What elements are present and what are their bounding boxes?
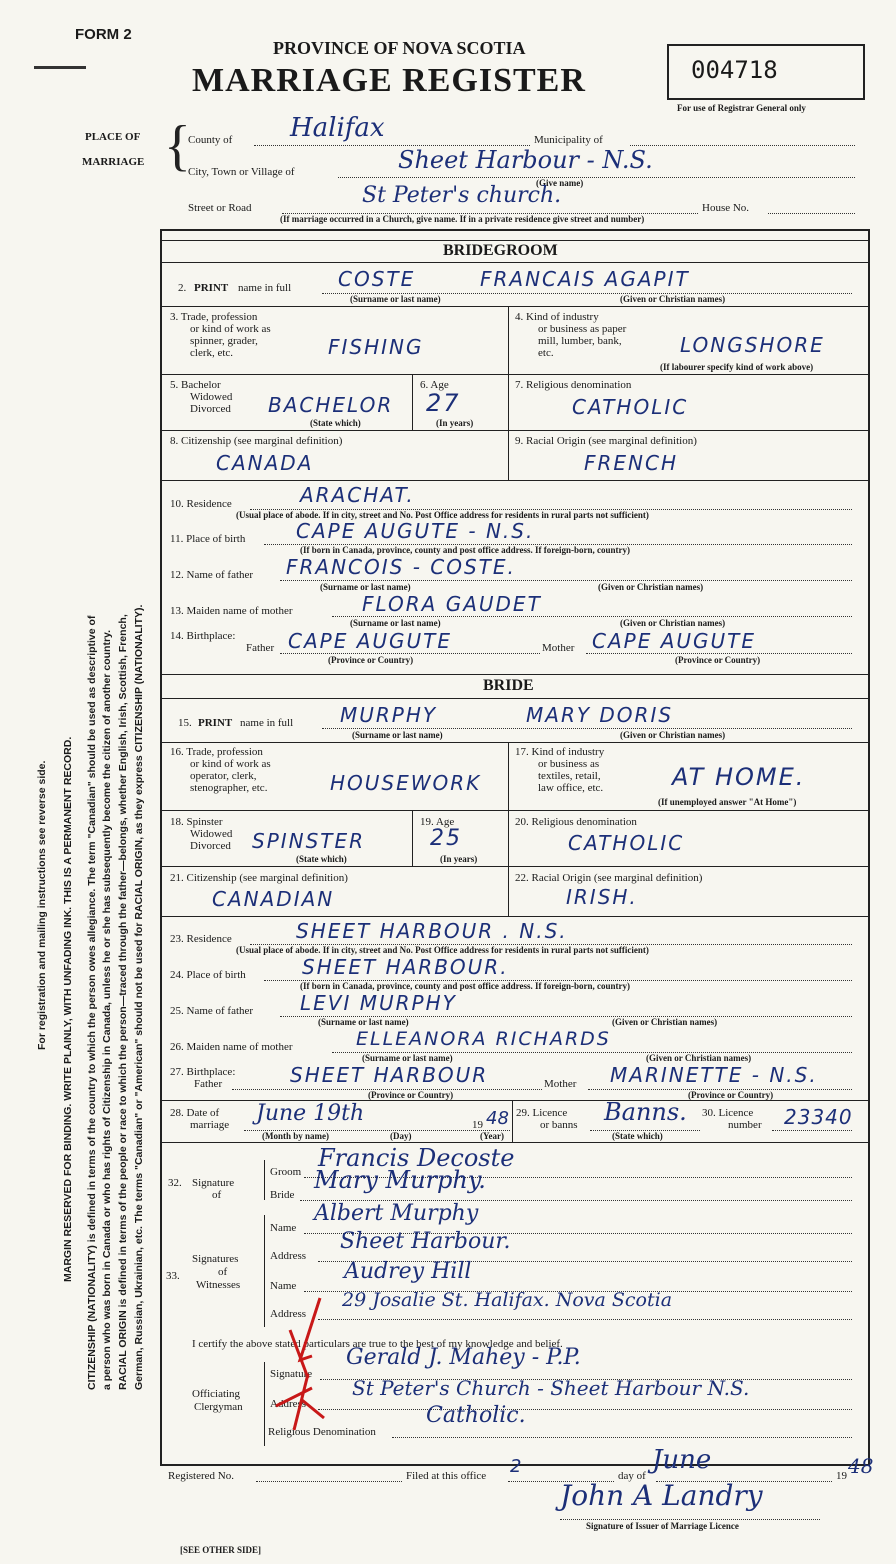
- bride-f27-mother: Mother: [544, 1078, 577, 1090]
- bride-f15-print: PRINT: [198, 717, 233, 729]
- groom-father-surname-cap: (Surname or last name): [320, 582, 411, 592]
- groom-residence: ARACHAT.: [300, 483, 415, 507]
- filed-month: June: [652, 1445, 712, 1475]
- groom-mother-surname-cap: (Surname or last name): [350, 618, 441, 628]
- bride-f24-label: 24. Place of birth: [170, 969, 246, 981]
- day-of-label: day of: [618, 1470, 646, 1482]
- street-value: St Peter's church.: [362, 183, 562, 208]
- groom-f14-l1: 14. Birthplace:: [170, 630, 236, 642]
- bride-mother: ELLEANORA RICHARDS: [356, 1028, 611, 1050]
- groom-surname: COSTE: [338, 267, 416, 291]
- clergy-address: St Peter's Church - Sheet Harbour N.S.: [352, 1376, 750, 1400]
- bride-state-caption: (State which): [296, 854, 347, 864]
- groom-f5-l3: Divorced: [190, 403, 231, 415]
- groom-f14-father: Father: [246, 642, 275, 654]
- groom-state-caption: (State which): [310, 418, 361, 428]
- licence-number: 23340: [784, 1105, 853, 1129]
- f28-label-2: marriage: [190, 1119, 230, 1131]
- filed-year-prefix: 19: [836, 1470, 847, 1482]
- witness1-address-label: Address: [270, 1250, 307, 1262]
- licence-state-caption: (State which): [612, 1131, 663, 1141]
- groom-years-caption: (In years): [436, 418, 474, 428]
- groom-f10-label: 10. Residence: [170, 498, 232, 510]
- bride-given-caption: (Given or Christian names): [620, 730, 726, 740]
- bride-f25-label: 25. Name of father: [170, 1005, 254, 1017]
- witness2-address-label: Address: [270, 1308, 307, 1320]
- bride-sig-label: Bride: [270, 1189, 295, 1201]
- bride-father: LEVI MURPHY: [300, 991, 457, 1015]
- f33-label-1: Signatures: [192, 1253, 239, 1265]
- f33-label-2: of: [218, 1266, 228, 1278]
- street-label: Street or Road: [188, 202, 252, 214]
- groom-f5-l1: 5. Bachelor: [170, 379, 221, 391]
- place-label-2: MARRIAGE: [82, 156, 145, 168]
- red-mark-upper: [290, 1298, 320, 1378]
- bride-f17-l2: or business as: [538, 758, 600, 770]
- house-label: House No.: [702, 202, 750, 214]
- marriage-year-prefix: 19: [472, 1119, 483, 1131]
- clergy-signature: Gerald J. Mahey - P.P.: [346, 1345, 581, 1370]
- f28-label-1: 28. Date of: [170, 1107, 220, 1119]
- clergy-sig-label: Signature: [270, 1368, 313, 1380]
- county-value: Halifax: [290, 113, 385, 143]
- bride-surname-caption: (Surname or last name): [352, 730, 443, 740]
- side-note-1: For registration and mailing instructions see reverse side.: [36, 760, 48, 1050]
- bride-f18-l2: Widowed: [190, 828, 233, 840]
- groom-f2-num: 2.: [178, 282, 187, 294]
- city-label: City, Town or Village of: [188, 166, 295, 178]
- filed-year: 48: [848, 1454, 874, 1478]
- page-title: MARRIAGE REGISTER: [192, 62, 586, 99]
- see-other-side: [SEE OTHER SIDE]: [180, 1545, 262, 1555]
- groom-father: FRANCOIS - COSTE.: [286, 555, 516, 579]
- groom-f4-l1: 4. Kind of industry: [515, 311, 599, 323]
- clergy-address-label: Address: [270, 1398, 307, 1410]
- bride-industry: AT HOME.: [672, 763, 806, 791]
- bride-f18-l3: Divorced: [190, 840, 231, 852]
- groom-f4-note: (If labourer specify kind of work above): [660, 362, 814, 372]
- groom-father-birthplace: CAPE AUGUTE: [288, 629, 453, 653]
- bride-f15-label: name in full: [240, 717, 294, 729]
- f29-label-1: 29. Licence: [516, 1107, 568, 1119]
- filed-day: 2: [510, 1456, 524, 1477]
- groom-status: BACHELOR: [268, 393, 394, 417]
- bride-racial-origin: IRISH.: [566, 885, 638, 909]
- county-label: County of: [188, 134, 233, 146]
- bride-age: 25: [430, 826, 462, 851]
- marriage-year: 48: [486, 1108, 509, 1129]
- street-note: (If marriage occurred in a Church, give name. If in a private residence give street and number): [280, 214, 645, 224]
- f32-label-1: Signature: [192, 1177, 235, 1189]
- bride-trade: HOUSEWORK: [330, 771, 482, 795]
- groom-f11-label: 11. Place of birth: [170, 533, 246, 545]
- red-mark-lower: [276, 1374, 324, 1430]
- bride-mother-surname-cap: (Surname or last name): [362, 1053, 453, 1063]
- registration-box: [667, 44, 865, 100]
- groom-father-bp-cap: (Province or Country): [328, 655, 414, 665]
- witness1-name: Albert Murphy: [314, 1201, 479, 1226]
- place-label-1: PLACE OF: [85, 131, 141, 143]
- groom-f13-label: 13. Maiden name of mother: [170, 605, 293, 617]
- registrar-note: For use of Registrar General only: [677, 103, 806, 113]
- issuer-caption: Signature of Issuer of Marriage Licence: [586, 1521, 739, 1531]
- groom-f3-l4: clerk, etc.: [190, 347, 234, 359]
- bride-residence: SHEET HARBOUR . N.S.: [296, 919, 568, 943]
- bride-f27-father: Father: [194, 1078, 223, 1090]
- bride-mother-given-cap: (Given or Christian names): [646, 1053, 752, 1063]
- bride-f22-label: 22. Racial Origin (see marginal definition): [515, 872, 703, 884]
- give-name-caption: (Give name): [536, 178, 584, 188]
- bride-birthplace: SHEET HARBOUR.: [302, 955, 509, 979]
- witness2-name-label: Name: [270, 1280, 297, 1292]
- registration-number: 004718: [691, 56, 778, 84]
- groom-f3-l2: or kind of work as: [190, 323, 271, 335]
- bride-surname: MURPHY: [340, 703, 438, 727]
- groom-f7-label: 7. Religious denomination: [515, 379, 632, 391]
- side-note-3: CITIZENSHIP (NATIONALITY) is defined in terms of the country to which the person owes allegiance. The term "Canadian" should be used as descriptive of: [86, 615, 98, 1390]
- bride-signature: Mary Murphy.: [314, 1166, 486, 1194]
- groom-f4-l3: mill, lumber, bank,: [538, 335, 622, 347]
- bride-heading: BRIDE: [483, 677, 534, 694]
- groom-industry: LONGSHORE: [680, 333, 825, 357]
- groom-f4-l2: or business as paper: [538, 323, 627, 335]
- f30-label-1: 30. Licence: [702, 1107, 754, 1119]
- groom-f9-label: 9. Racial Origin (see marginal definition): [515, 435, 697, 447]
- red-check-mark: [272, 1290, 332, 1440]
- bride-f16-l2: or kind of work as: [190, 758, 271, 770]
- f33-label-3: Witnesses: [196, 1279, 241, 1291]
- bride-given-names: MARY DORIS: [526, 703, 674, 727]
- bride-birth-note: (If born in Canada, province, county and post office address. If foreign-born, country): [300, 981, 631, 991]
- witness2-address: 29 Josalie St. Halifax. Nova Scotia: [342, 1289, 673, 1311]
- groom-father-given-cap: (Given or Christian names): [598, 582, 704, 592]
- city-value: Sheet Harbour - N.S.: [398, 146, 653, 174]
- bride-mother-birthplace: MARINETTE - N.S.: [610, 1063, 818, 1087]
- bridegroom-heading: BRIDEGROOM: [443, 242, 558, 259]
- binding-mark: [34, 66, 86, 69]
- side-note-4: a person who was born in Canada or who has rights of Citizenship in Canada, unless he or she has subsequently become the citizen of another country.: [101, 629, 113, 1390]
- month-caption: (Month by name): [262, 1131, 329, 1141]
- groom-f2-label: name in full: [238, 282, 292, 294]
- groom-signature: Francis Decoste: [318, 1144, 515, 1172]
- bride-f21-label: 21. Citizenship (see marginal definition): [170, 872, 348, 884]
- groom-mother-bp-cap: (Province or Country): [675, 655, 761, 665]
- groom-f3-l3: spinner, grader,: [190, 335, 258, 347]
- bride-f17-l3: textiles, retail,: [538, 770, 601, 782]
- bride-f17-note: (If unemployed answer "At Home"): [658, 797, 797, 807]
- groom-sig-label: Groom: [270, 1166, 302, 1178]
- registered-no-label: Registered No.: [168, 1470, 234, 1482]
- f32-label-2: of: [212, 1189, 222, 1201]
- groom-residence-note: (Usual place of abode. If in city, street and No. Post Office address for residents in rural parts not sufficient): [236, 510, 649, 520]
- bride-f20-label: 20. Religious denomination: [515, 816, 637, 828]
- groom-given-caption: (Given or Christian names): [620, 294, 726, 304]
- form-number: FORM 2: [75, 26, 132, 43]
- denomination-label: Religious Denomination: [268, 1426, 376, 1438]
- groom-age: 27: [426, 389, 461, 417]
- bride-father-surname-cap: (Surname or last name): [318, 1017, 409, 1027]
- groom-given-names: FRANCAIS AGAPIT: [480, 267, 690, 291]
- bride-years-caption: (In years): [440, 854, 478, 864]
- groom-f5-l2: Widowed: [190, 391, 233, 403]
- marriage-date: June 19th: [256, 1101, 365, 1126]
- licence-or-banns: Banns.: [604, 1098, 687, 1126]
- bride-f23-label: 23. Residence: [170, 933, 232, 945]
- groom-mother-given-cap: (Given or Christian names): [620, 618, 726, 628]
- witness2-name: Audrey Hill: [344, 1259, 472, 1284]
- bride-religion: CATHOLIC: [568, 831, 685, 855]
- bride-f16-l1: 16. Trade, profession: [170, 746, 263, 758]
- groom-racial-origin: FRENCH: [584, 451, 679, 475]
- f29-label-2: or banns: [540, 1119, 578, 1131]
- bride-status: SPINSTER: [252, 829, 366, 853]
- bride-f18-l1: 18. Spinster: [170, 816, 223, 828]
- bride-residence-note: (Usual place of abode. If in city, street and No. Post Office address for residents in rural parts not sufficient): [236, 945, 649, 955]
- day-caption: (Day): [390, 1131, 412, 1141]
- bride-f16-l4: stenographer, etc.: [190, 782, 268, 794]
- side-note-5: RACIAL ORIGIN is defined in terms of the people or race to which the person—traced through the father—belongs, whether English, Irish, Scottish, French,: [117, 614, 129, 1390]
- certify-statement: I certify the above stated particulars are true to the best of my knowledge and belief.: [192, 1338, 563, 1350]
- groom-f6-label: 6. Age: [420, 379, 449, 391]
- place-brace: {: [164, 115, 191, 177]
- groom-f8-label: 8. Citizenship (see marginal definition): [170, 435, 343, 447]
- witness1-name-label: Name: [270, 1222, 297, 1234]
- bride-f27-l1: 27. Birthplace:: [170, 1066, 236, 1078]
- side-note-2: MARGIN RESERVED FOR BINDING. WRITE PLAINLY, WITH UNFADING INK. THIS IS A PERMANENT RECORD.: [62, 736, 74, 1282]
- clergy-label-2: Clergyman: [194, 1401, 243, 1413]
- bride-f19-label: 19. Age: [420, 816, 455, 828]
- groom-religion: CATHOLIC: [572, 395, 689, 419]
- groom-f3-l1: 3. Trade, profession: [170, 311, 258, 323]
- witness1-address: Sheet Harbour.: [340, 1229, 511, 1254]
- bride-f15-num: 15.: [178, 717, 192, 729]
- groom-birth-note: (If born in Canada, province, county and post office address. If foreign-born, country): [300, 545, 631, 555]
- groom-f12-label: 12. Name of father: [170, 569, 254, 581]
- groom-mother: FLORA GAUDET: [362, 592, 542, 616]
- bride-father-given-cap: (Given or Christian names): [612, 1017, 718, 1027]
- bride-f17-l4: law office, etc.: [538, 782, 604, 794]
- bride-father-birthplace: SHEET HARBOUR: [290, 1063, 489, 1087]
- groom-surname-caption: (Surname or last name): [350, 294, 441, 304]
- f32-num: 32.: [168, 1177, 182, 1189]
- year-caption: (Year): [480, 1131, 504, 1141]
- groom-birthplace: CAPE AUGUTE - N.S.: [296, 519, 535, 543]
- bride-f16-l3: operator, clerk,: [190, 770, 257, 782]
- clergy-label-1: Officiating: [192, 1388, 241, 1400]
- groom-f4-l4: etc.: [538, 347, 554, 359]
- f30-label-2: number: [728, 1119, 762, 1131]
- bride-f26-label: 26. Maiden name of mother: [170, 1041, 293, 1053]
- bride-citizenship: CANADIAN: [212, 887, 335, 911]
- groom-mother-birthplace: CAPE AUGUTE: [592, 629, 757, 653]
- groom-f14-mother: Mother: [542, 642, 575, 654]
- bride-f17-l1: 17. Kind of industry: [515, 746, 605, 758]
- f33-num: 33.: [166, 1270, 180, 1282]
- issuer-signature: John A Landry: [560, 1479, 763, 1512]
- municipality-label: Municipality of: [534, 134, 603, 146]
- groom-trade: FISHING: [328, 335, 424, 359]
- groom-f2-print: PRINT: [194, 282, 229, 294]
- province-title: PROVINCE OF NOVA SCOTIA: [273, 38, 526, 58]
- filed-label: Filed at this office: [406, 1470, 487, 1482]
- bride-father-bp-cap: (Province or Country): [368, 1090, 454, 1100]
- clergy-denomination: Catholic.: [426, 1403, 526, 1428]
- bride-mother-bp-cap: (Province or Country): [688, 1090, 774, 1100]
- groom-citizenship: CANADA: [216, 451, 314, 475]
- side-note-6: German, Russian, Ukrainian, etc. The terms "Canadian" or "American" should not be used for RACIAL ORIGIN, as they express CITIZENSHIP (NATIONALITY).: [133, 604, 145, 1390]
